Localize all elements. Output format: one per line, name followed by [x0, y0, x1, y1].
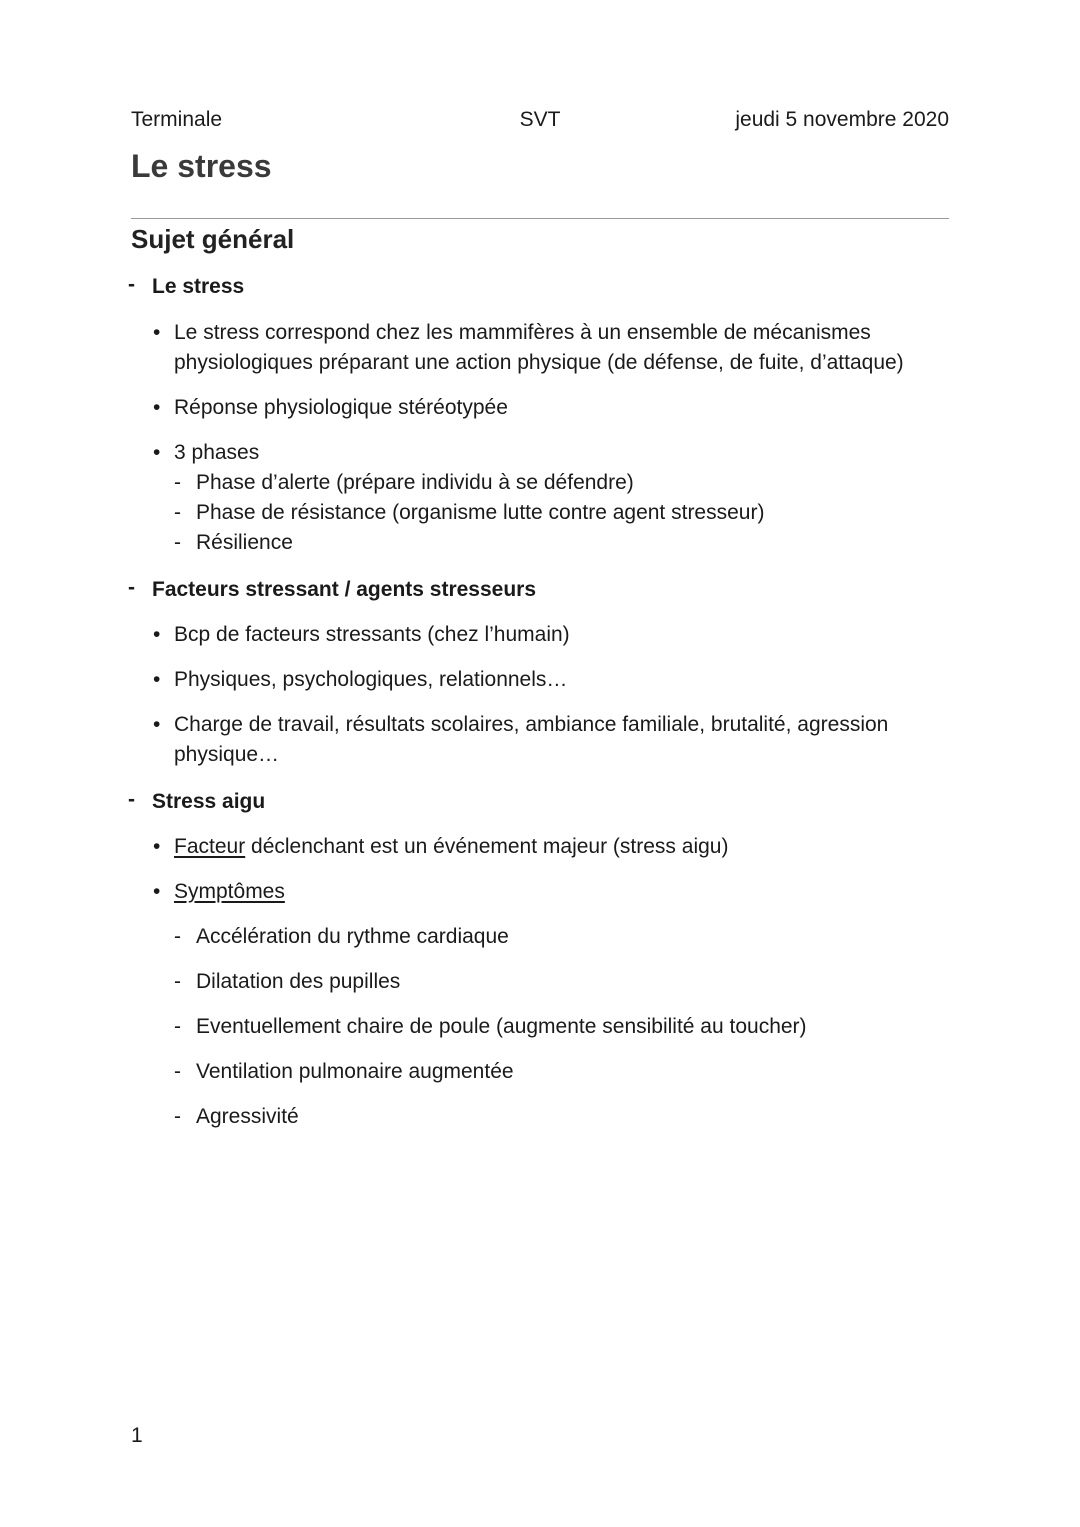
sub-list-item-text: Agressivité — [196, 1105, 299, 1128]
list-item-text: Réponse physiologique stéréotypée — [174, 396, 508, 419]
section-heading — [128, 575, 949, 605]
dash-marker: - — [174, 970, 181, 993]
sub-list-item — [131, 468, 949, 498]
list-item — [131, 318, 949, 378]
bullet-marker: • — [153, 835, 161, 858]
dash-marker: - — [174, 471, 181, 494]
bullet-marker: • — [153, 713, 161, 736]
sub-list-item-text: Phase de résistance (organisme lutte contre agent stresseur) — [196, 501, 765, 524]
bullet-marker: • — [153, 668, 161, 691]
section-heading — [128, 787, 949, 817]
header-class: Terminale — [131, 108, 223, 131]
sub-list-item — [131, 922, 949, 952]
list-item-text: Charge de travail, résultats scolaires, ambiance familiale, brutalité, agression physique… — [174, 713, 889, 766]
list-item-text: Le stress correspond chez les mammifères à un ensemble de mécanismes physiologiques préparant une action physique (de défense, de fuite, d’attaque) — [174, 321, 904, 374]
list-item-text: Physiques, psychologiques, relationnels… — [174, 668, 568, 691]
sub-list-item-text: Eventuellement chaire de poule (augmente sensibilité au toucher) — [196, 1015, 807, 1038]
dash-marker: - — [128, 576, 135, 599]
sub-list-item — [131, 498, 949, 528]
page-number: 1 — [131, 1424, 143, 1447]
dash-marker: - — [174, 531, 181, 554]
header-subject: SVT — [519, 108, 561, 131]
subject-heading: Sujet général — [131, 224, 295, 254]
list-item-text: 3 phases — [174, 441, 260, 464]
bullet-marker: • — [153, 396, 161, 419]
bullet-marker: • — [153, 623, 161, 646]
list-item-text: déclenchant est un événement majeur (stress aigu) — [245, 835, 729, 858]
list-item — [131, 393, 949, 423]
bullet-marker: • — [153, 321, 161, 344]
section-heading-text: Facteurs stressant / agents stresseurs — [152, 578, 537, 601]
sub-list-item — [131, 528, 949, 558]
header-date: jeudi 5 novembre 2020 — [735, 108, 949, 131]
list-item — [131, 832, 949, 862]
underlined-term: Facteur — [174, 835, 246, 858]
page-title: Le stress — [131, 148, 272, 184]
list-item — [131, 710, 949, 770]
section-heading-text: Stress aigu — [152, 790, 266, 813]
dash-marker: - — [174, 925, 181, 948]
dash-marker: - — [174, 501, 181, 524]
list-item — [131, 620, 949, 650]
dash-marker: - — [174, 1060, 181, 1083]
sub-list-item-text: Dilatation des pupilles — [196, 970, 401, 993]
sub-list-item-text: Phase d’alerte (prépare individu à se défendre) — [196, 471, 634, 494]
page-header — [131, 108, 949, 136]
notes-content — [128, 272, 949, 1132]
sub-list-item — [131, 967, 949, 997]
list-item — [131, 877, 949, 907]
dash-marker: - — [174, 1015, 181, 1038]
list-item-text: Bcp de facteurs stressants (chez l’humain) — [174, 623, 570, 646]
bullet-marker: • — [153, 880, 161, 903]
dash-marker: - — [174, 1105, 181, 1128]
dash-marker: - — [128, 788, 135, 811]
dash-marker: - — [128, 273, 135, 296]
section-heading — [128, 272, 949, 302]
sub-list-item-text: Accélération du rythme cardiaque — [196, 925, 509, 948]
list-item — [131, 438, 949, 468]
underlined-term: Symptômes — [174, 880, 285, 903]
bullet-marker: • — [153, 441, 161, 464]
title-divider — [131, 218, 949, 219]
sub-list-item — [131, 1012, 949, 1042]
list-item — [131, 665, 949, 695]
section-heading-text: Le stress — [152, 275, 245, 298]
document-page — [128, 0, 949, 1527]
sub-list-item — [131, 1057, 949, 1087]
sub-list-item-text: Résilience — [196, 531, 293, 554]
sub-list-item — [131, 1102, 949, 1132]
sub-list-item-text: Ventilation pulmonaire augmentée — [196, 1060, 514, 1083]
